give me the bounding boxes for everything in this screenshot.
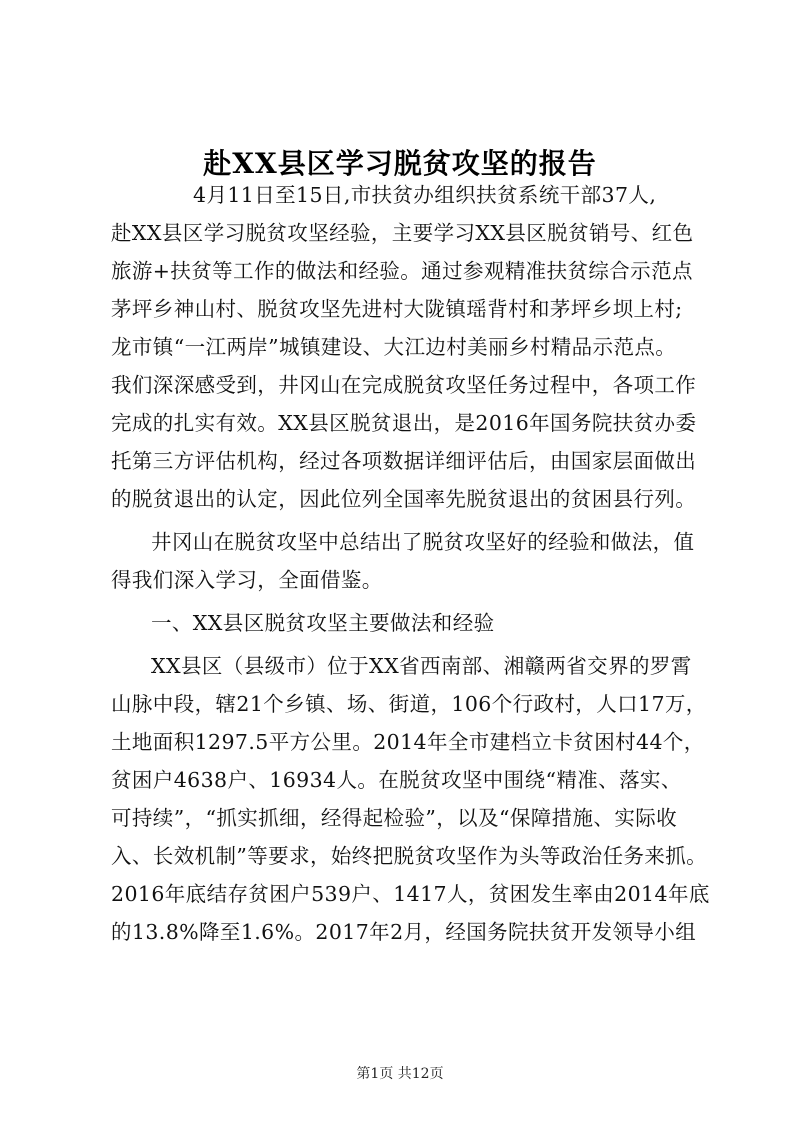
paragraph-line: 的13.8%降至1.6%。2017年2月，经国务院扶贫开发领导小组 bbox=[111, 920, 697, 944]
paragraph-line: 托第三方评估机构，经过各项数据详细评估后，由国家层面做出 bbox=[111, 449, 697, 473]
paragraph-line: 2016年底结存贫困户539户、1417人，贫困发生率由2014年底 bbox=[111, 882, 710, 906]
paragraph-line: 4月11日至15日,市扶贫办组织扶贫系统干部37人, bbox=[193, 183, 657, 207]
paragraph-line: 得我们深入学习，全面借鉴。 bbox=[111, 568, 383, 592]
paragraph-line: 茅坪乡神山村、脱贫攻坚先进村大陇镇瑶背村和茅坪乡坝上村; bbox=[111, 297, 683, 321]
document-title: 赴XX县区学习脱贫攻坚的报告 bbox=[203, 147, 597, 180]
paragraph-line: 我们深深感受到，井冈山在完成脱贫攻坚任务过程中，各项工作 bbox=[111, 373, 697, 397]
paragraph-line: 的脱贫退出的认定，因此位列全国率先脱贫退出的贫困县行列。 bbox=[111, 487, 697, 511]
paragraph-line: XX县区（县级市）位于XX省西南部、湘赣两省交界的罗霄 bbox=[151, 654, 692, 678]
paragraph-line: 赴XX县区学习脱贫攻坚经验，主要学习XX县区脱贫销号、红色 bbox=[111, 221, 694, 245]
paragraph-line: 山脉中段，辖21个乡镇、场、街道，106个行政村，人口17万， bbox=[111, 692, 707, 716]
paragraph-line: 龙市镇“一江两岸”城镇建设、大江边村美丽乡村精品示范点。 bbox=[111, 335, 677, 359]
paragraph-line: 旅游+扶贫等工作的做法和经验。通过参观精准扶贫综合示范点 bbox=[111, 259, 693, 283]
section-heading: 一、XX县区脱贫攻坚主要做法和经验 bbox=[151, 611, 495, 635]
paragraph-line: 贫困户4638户、16934人。在脱贫攻坚中围绕“精准、落实、 bbox=[111, 768, 682, 792]
paragraph-line: 完成的扎实有效。XX县区脱贫退出，是2016年国务院扶贫办委 bbox=[111, 411, 697, 435]
paragraph-line: 可持续”，“抓实抓细，经得起检验”，以及“保障措施、实际收 bbox=[111, 806, 678, 830]
paragraph-line: 井冈山在脱贫攻坚中总结出了脱贫攻坚好的经验和做法，值 bbox=[151, 530, 695, 554]
paragraph-line: 土地面积1297.5平方公里。2014年全市建档立卡贫困村44个， bbox=[111, 730, 705, 754]
page-number: 第1页 共12页 bbox=[356, 1066, 444, 1082]
paragraph-line: 入、长效机制”等要求，始终把脱贫攻坚作为头等政治任务来抓。 bbox=[111, 844, 708, 868]
